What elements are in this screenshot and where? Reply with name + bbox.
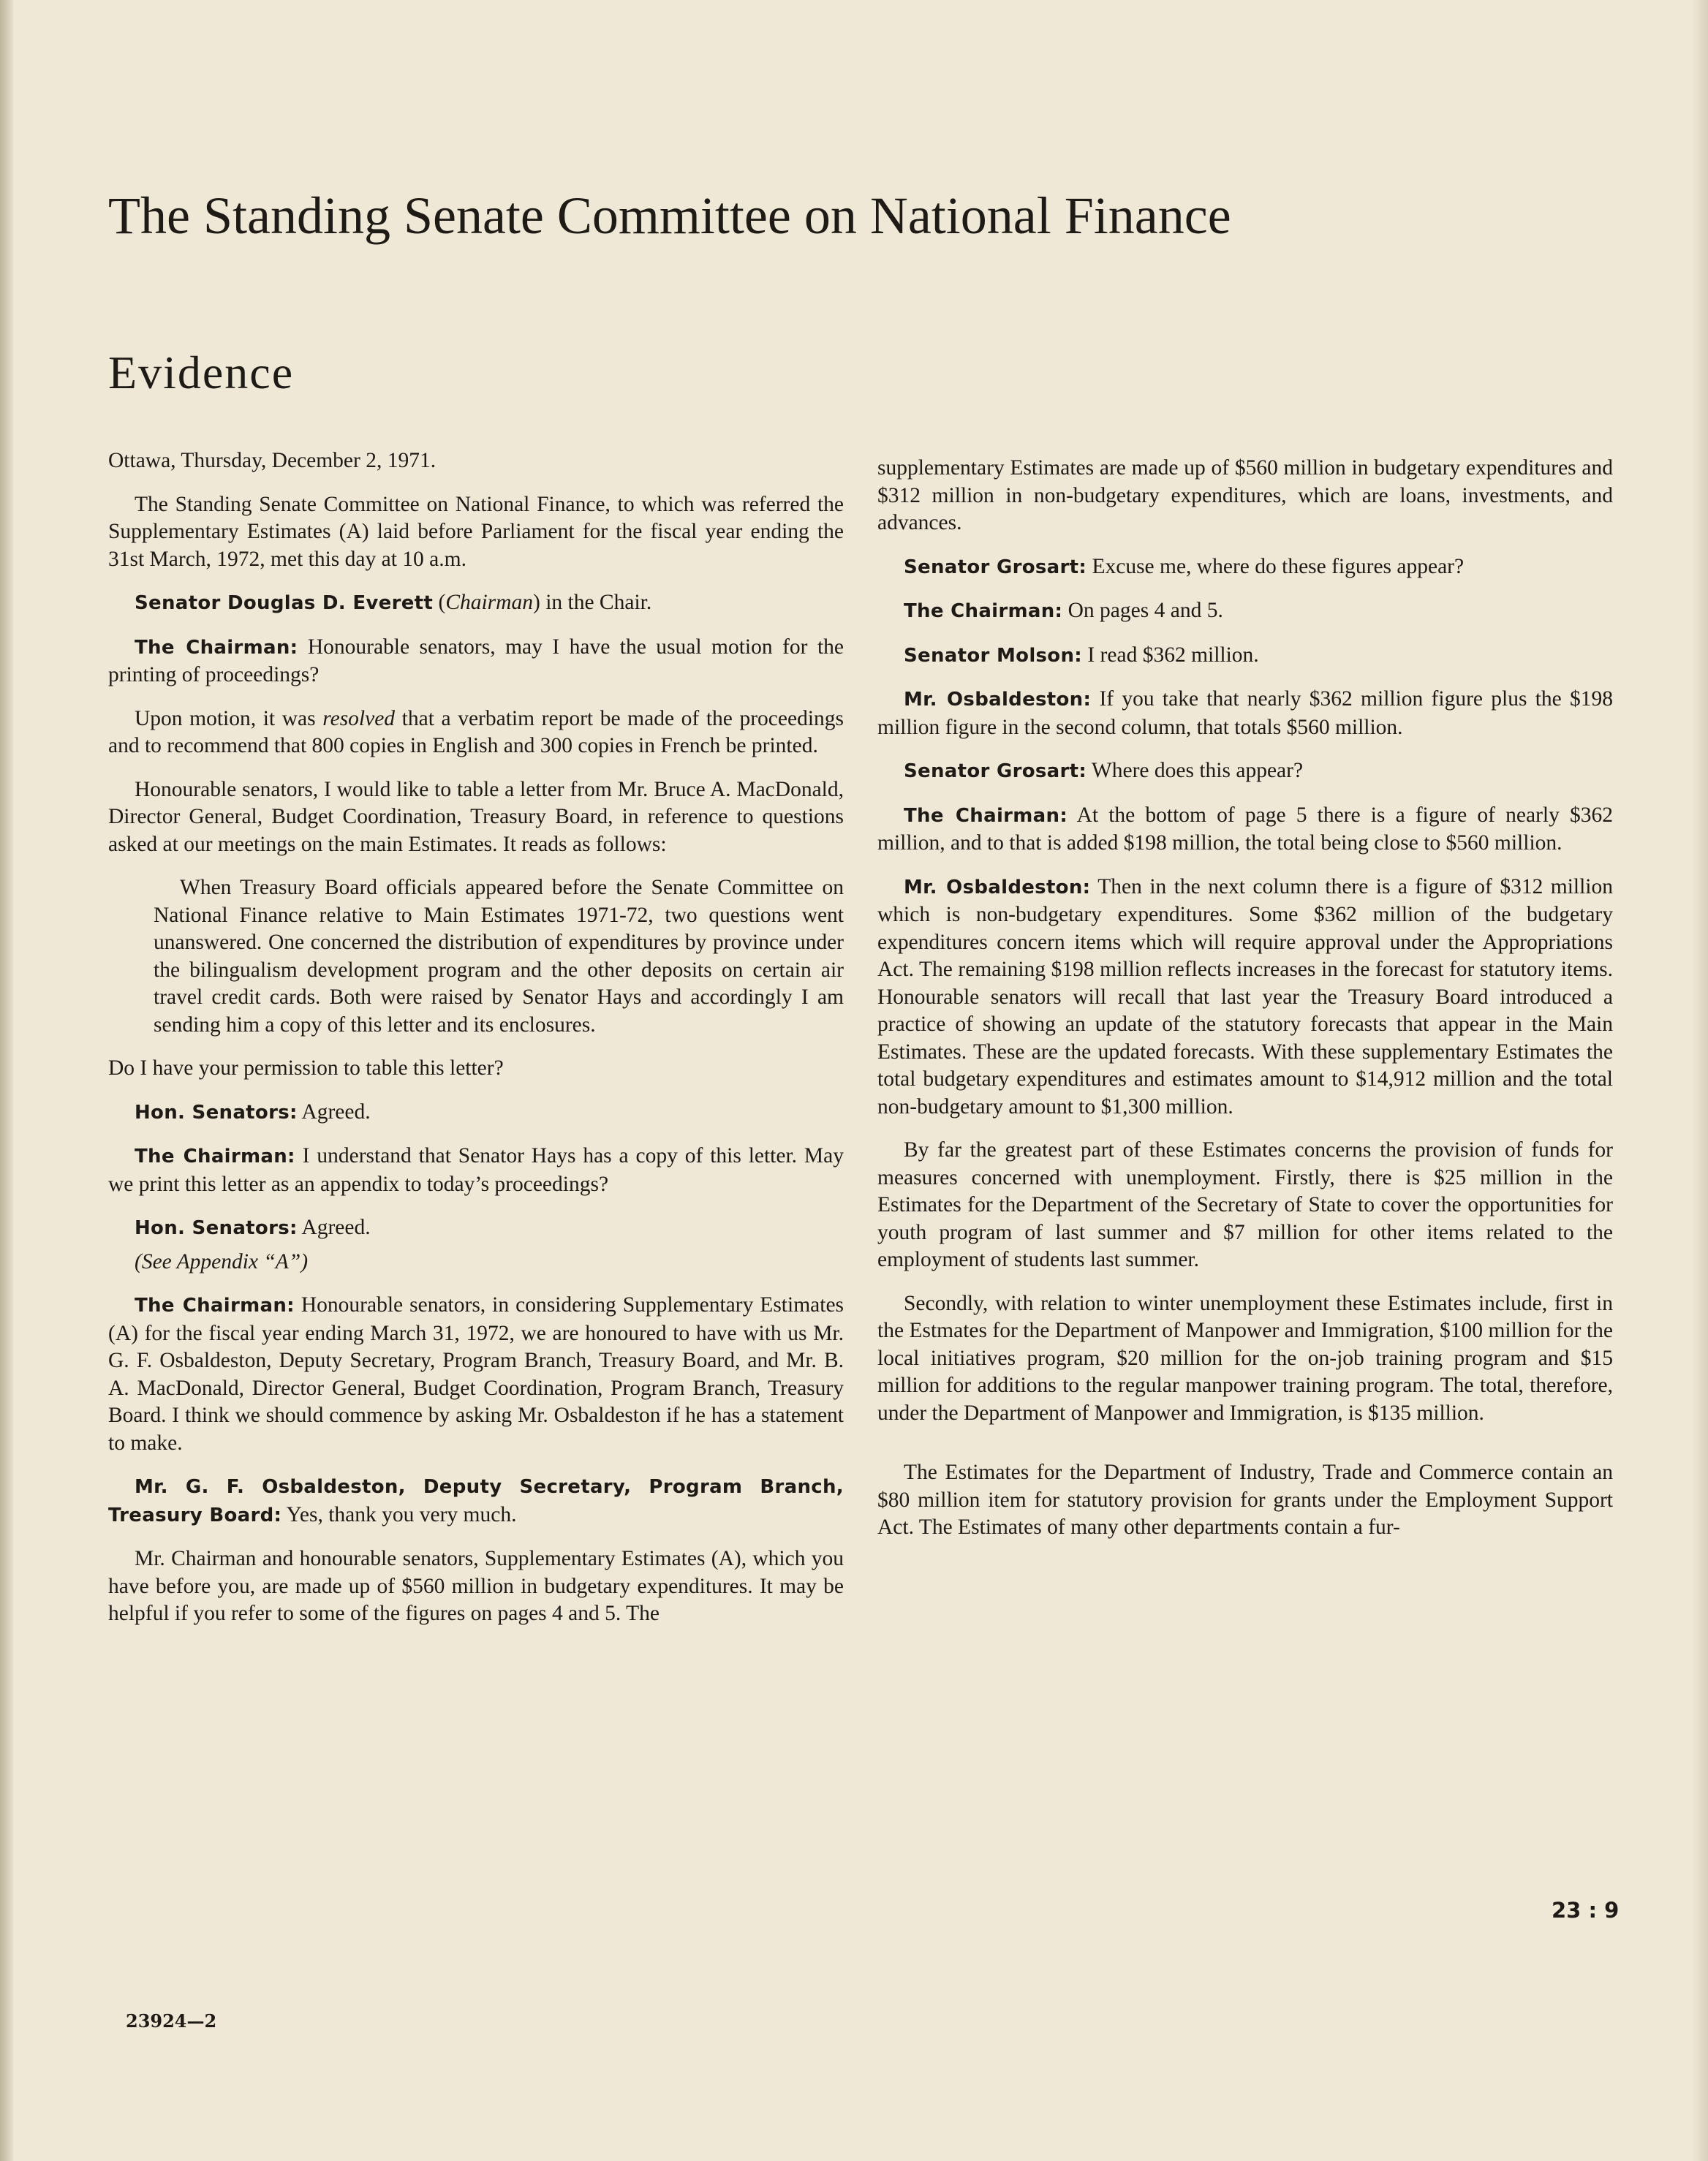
speech-osbaldeston-1 [108, 1473, 844, 1529]
page-binding-edge [0, 0, 13, 2161]
dateline: Ottawa, Thursday, December 2, 1971. [108, 449, 437, 472]
speaker-name: The Chairman: [135, 1146, 295, 1167]
motion-resolved: resolved [322, 706, 396, 730]
speech-text: Honourable senators, may I have the usual motion for the printing of proceedings? [108, 635, 844, 686]
speaker-name: The Chairman: [135, 1295, 295, 1317]
speaker-name: Mr. Osbaldeston: [904, 876, 1091, 898]
speech-text: At the bottom of page 5 there is a figure of nearly $362 million, and to that is added $198 million, the total being close to $560 million. [877, 803, 1613, 855]
paragraph-continued: supplementary Estimates are made up of $560 million in budgetary expenditures and $312 million in non-budgetary expenditures, which are loans, investments, and advances. [877, 456, 1613, 534]
speech-chairman-2 [108, 1143, 844, 1198]
chair-role: Chairman [445, 591, 533, 614]
speech-text: Then in the next column there is a figure of $312 million which is non-budgetary expenditures. Some $362 million of the budgetary expenditures concern items which will require approval under the Appropriations Act. The remaining $198 million reflects increases in the forecast for statutory items. Honourable senators will recall that last year the Treasury Board introduced a practice of showing an update of the statutory forecasts that appear in the Main Estimates. These are the updated forecasts. With these supplementary Estimates the total budgetary expenditures and estimates amount to $14,912 million and the total non-budgetary amount to $1,300 million. [877, 874, 1614, 1119]
speaker-name: Senator Douglas D. Everett [135, 592, 434, 614]
speech-chairman-1 [108, 634, 844, 689]
speaker-name: Hon. Senators: [135, 1217, 298, 1239]
speech-text: Agreed. [301, 1216, 371, 1239]
section-heading: Evidence [108, 347, 295, 398]
speaker-name: The Chairman: [135, 636, 298, 659]
paragraph-reference: The Standing Senate Committee on National Finance, to which was referred the Supplementary Estimates (A) laid before Parliament for the fiscal year ending the 31st March, 1972, met this day at 10 a.m. [108, 492, 844, 571]
speech-text: If you take that nearly $362 million figure plus the $198 million figure in the second column, that totals $560 million. [877, 687, 1614, 739]
speech-grosart-1 [877, 553, 1613, 582]
speech-senators-2 [108, 1214, 844, 1243]
speech-text: Where does this appear? [1091, 759, 1304, 782]
speaker-name: Hon. Senators: [135, 1101, 298, 1124]
speaker-name: Senator Molson: [904, 644, 1082, 667]
permission-question: Do I have your permission to table this letter? [108, 1056, 504, 1080]
speech-text: I understand that Senator Hays has a copy of this letter. May we print this letter as an appendix to today’s proceedings? [108, 1144, 844, 1196]
speaker-name: Mr. G. F. Osbaldeston, Deputy Secretary, Program Branch, Treasury Board: [108, 1476, 844, 1526]
speaker-name: Senator Grosart: [904, 556, 1087, 578]
paragraph-table-letter: Honourable senators, I would like to table a letter from Mr. Bruce A. MacDonald, Director General, Budget Coordination, Treasury Board, in reference to questions asked at our meetings on the main Estimates. It reads as follows: [108, 777, 844, 856]
paragraph-supplementary: Mr. Chairman and honourable senators, Supplementary Estimates (A), which you have before you, are made up of $560 million in budgetary expenditures. It may be helpful if you refer to some of the figures on pages 4 and 5. The [108, 1547, 844, 1625]
paragraph-winter: Secondly, with relation to winter unemployment these Estimates include, first in the Estmates for the Department of Manpower and Immigration, $100 million for the local initiatives program, $20 million for the on-job training program and $15 million for additions to the regular manpower training program. The total, therefore, under the Department of Manpower and Immigration, is $135 million. [877, 1291, 1613, 1425]
speech-osbaldeston-2 [877, 686, 1613, 741]
right-column [877, 455, 1613, 1558]
speaker-name: The Chairman: [904, 600, 1063, 622]
print-code: 23924—2 [126, 2010, 217, 2032]
appendix-reference: (See Appendix “A”) [135, 1249, 309, 1273]
motion-paragraph [108, 705, 844, 760]
speech-chairman-3 [108, 1292, 844, 1457]
speech-grosart-2 [877, 757, 1613, 786]
paragraph-unemployment: By far the greatest part of these Estimates concerns the provision of funds for measures concerned with unemployment. Firstly, there is $25 million in the Estimates for the Department of the Secretary of State to cover the opportunities for youth program of last summer and $7 million for other items related to the employment of students last summer. [877, 1138, 1613, 1271]
chair-line: Senator Douglas D. Everett (Chairman) in the Chair. [135, 591, 652, 614]
speech-text: Excuse me, where do these figures appear? [1092, 554, 1465, 578]
speech-osbaldeston-3 [877, 874, 1613, 1121]
left-column [108, 447, 844, 1644]
motion-text-post: that a verbatim report be made of the proceedings and to recommend that 800 copies in English and 300 copies in French be printed. [108, 706, 844, 757]
speech-text: On pages 4 and 5. [1068, 599, 1223, 622]
motion-text-pre: Upon motion, it was [135, 706, 316, 730]
speech-chairman-5 [877, 802, 1613, 858]
speech-text: I read $362 million. [1087, 643, 1259, 667]
speech-text: Honourable senators, in considering Supplementary Estimates (A) for the fiscal year ending March 31, 1972, we are honoured to have with us Mr. G. F. Osbaldeston, Deputy Secretary, Program Branch, Treasury Board, and Mr. B. A. MacDonald, Director General, Budget Coordination, Program Branch, Treasury Board. I think we should commence by asking Mr. Osbaldeston if he has a statement to make. [108, 1293, 844, 1455]
page-title: The Standing Senate Committee on National Finance [108, 186, 1231, 245]
page-right-edge [1692, 0, 1708, 2161]
letter-quote: When Treasury Board officials appeared before the Senate Committee on National Finance relative to Main Estimates 1971-72, two questions went unanswered. One concerned the distribution of expenditures by province under the bilingualism development program and the other deposits on certain air travel credit cards. Both were raised by Senator Hays and accordingly I am sending him a copy of this letter and its enclosures. [154, 876, 844, 1037]
speech-text: Yes, thank you very much. [286, 1502, 517, 1526]
page-number: 23 : 9 [1552, 1898, 1620, 1923]
speaker-name: Mr. Osbaldeston: [904, 689, 1092, 711]
chair-suffix: in the Chair. [545, 591, 652, 614]
paragraph-industry: The Estimates for the Department of Industry, Trade and Commerce contain an $80 million item for statutory provision for grants under the Employment Support Act. The Estimates of many other departments contain a fur- [877, 1461, 1613, 1539]
speaker-name: Senator Grosart: [904, 760, 1087, 782]
speech-senators-1 [108, 1099, 844, 1127]
speaker-name: The Chairman: [904, 804, 1068, 827]
speech-chairman-4 [877, 597, 1613, 626]
speech-molson-1 [877, 642, 1613, 670]
speech-text: Agreed. [301, 1100, 371, 1124]
